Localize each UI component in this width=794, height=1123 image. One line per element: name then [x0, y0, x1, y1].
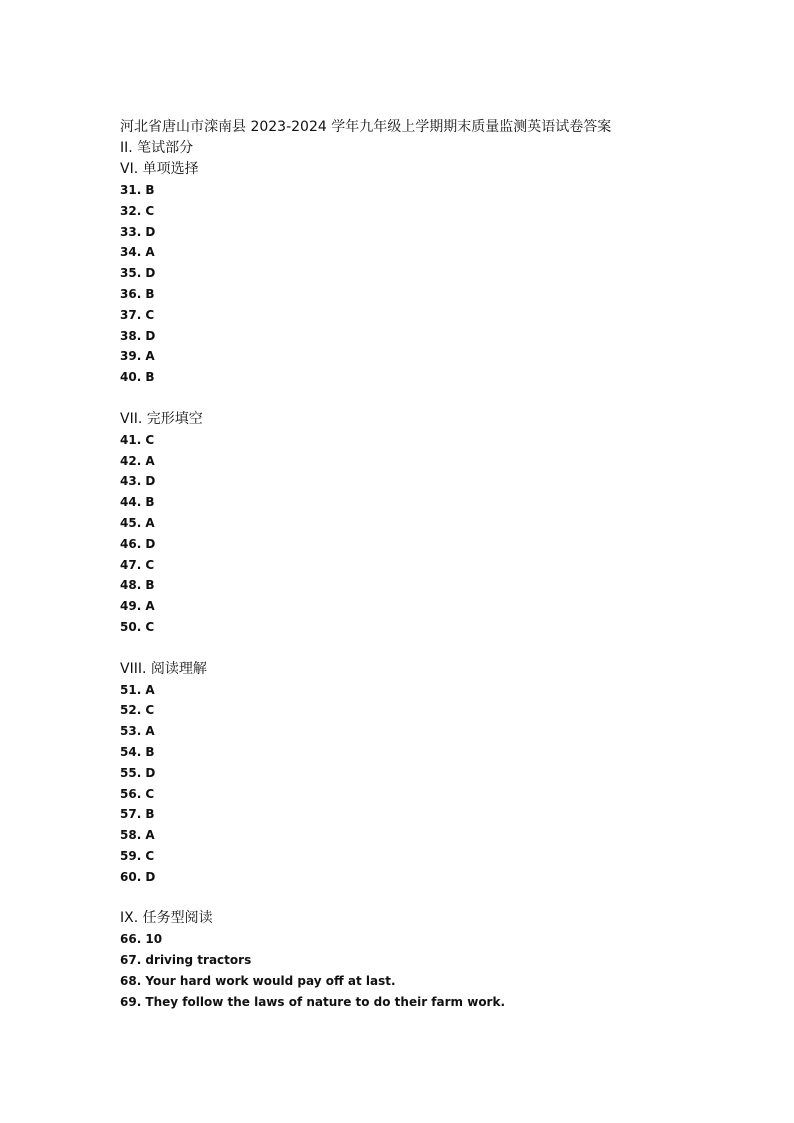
answer-item: 60. D — [120, 869, 156, 884]
answer-item: 52. C — [120, 703, 155, 718]
document-title: 河北省唐山市滦南县 2023-2024 学年九年级上学期期末质量监测英语试卷答案 — [120, 119, 612, 135]
answer-item: 51. A — [120, 682, 155, 697]
section-heading: IX. 任务型阅读 — [120, 910, 213, 927]
answer-item: 31. B — [120, 183, 155, 197]
answer-item: 53. A — [120, 724, 155, 739]
section-heading: VII. 完形填空 — [120, 410, 203, 427]
section-single-choice — [120, 159, 740, 388]
answer-item: 59. C — [120, 848, 155, 863]
answer-item: 41. C — [120, 432, 155, 447]
answer-item: 49. A — [120, 599, 155, 614]
answer-item: 67. driving tractors — [120, 953, 252, 968]
answer-item: 66. 10 — [120, 932, 163, 947]
answer-item: 56. C — [120, 786, 155, 801]
answer-item: 36. B — [120, 286, 155, 301]
part-heading: II. 笔试部分 — [120, 140, 194, 156]
blank-line — [120, 638, 740, 659]
blank-line — [120, 388, 740, 409]
answer-item: 37. C — [120, 307, 155, 322]
answer-item: 58. A — [120, 828, 155, 843]
section-heading: VIII. 阅读理解 — [120, 660, 207, 677]
answer-item: 38. D — [120, 328, 156, 343]
answer-item: 68. Your hard work would pay off at last. — [120, 973, 396, 988]
answer-document — [120, 116, 740, 1012]
answer-item: 32. C — [120, 203, 155, 218]
answer-item: 33. D — [120, 224, 156, 239]
section-task-reading — [120, 908, 740, 1012]
answer-item: 69. They follow the laws of nature to do their farm work. — [120, 994, 506, 1009]
section-reading — [120, 659, 740, 888]
answer-item: 54. B — [120, 744, 155, 759]
answer-item: 40. B — [120, 370, 155, 385]
answer-item: 42. A — [120, 453, 155, 468]
answer-item: 47. C — [120, 557, 155, 572]
answer-item: 34. A — [120, 245, 155, 260]
answer-item: 39. A — [120, 349, 155, 364]
answer-item: 43. D — [120, 474, 156, 489]
answer-item: 45. A — [120, 515, 155, 530]
answer-item: 55. D — [120, 765, 156, 780]
blank-line — [120, 888, 740, 909]
answer-item: 48. B — [120, 578, 155, 593]
section-cloze — [120, 409, 740, 638]
answer-item: 57. B — [120, 807, 155, 822]
answer-item: 35. D — [120, 266, 156, 281]
answer-item: 44. B — [120, 495, 155, 510]
answer-item: 50. C — [120, 619, 155, 634]
section-heading: VI. 单项选择 — [120, 161, 199, 177]
answer-item: 46. D — [120, 536, 156, 551]
